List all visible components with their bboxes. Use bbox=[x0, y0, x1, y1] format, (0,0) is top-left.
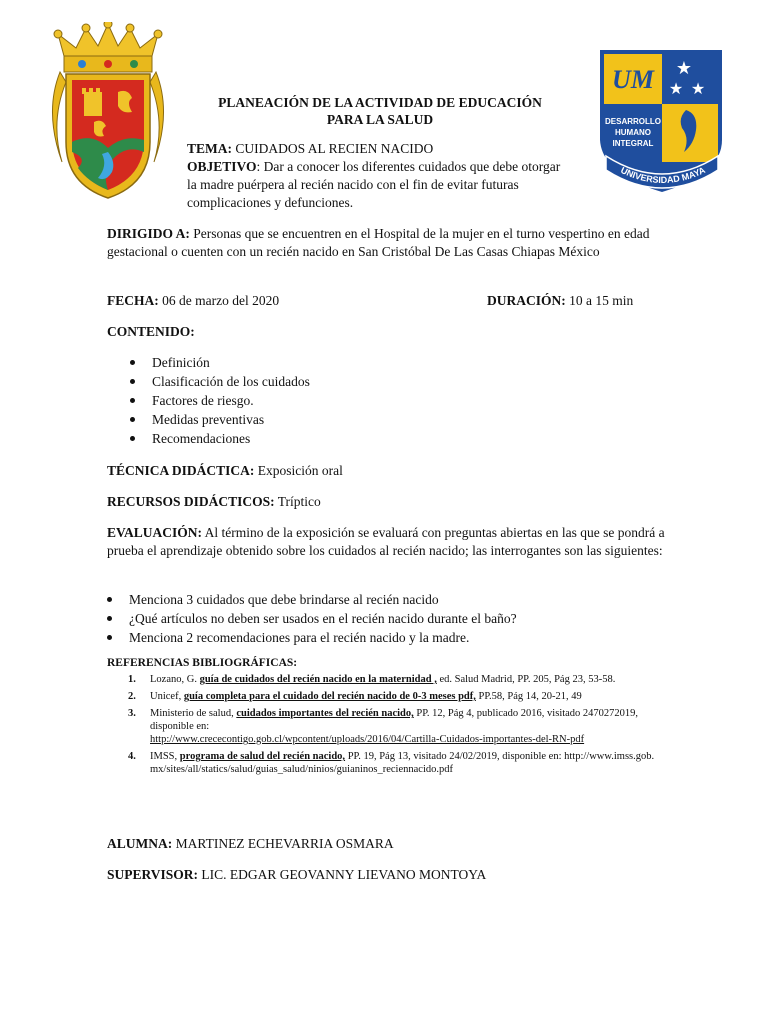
list-item: Menciona 2 recomendaciones para el recién nacido y la madre. bbox=[107, 628, 687, 647]
objetivo-value: : Dar a conocer los diferentes cuidados que debe otorgar la madre puérpera al recién nacido con el fin de evitar futuras complicaciones y defunciones. bbox=[187, 159, 561, 210]
dirigido-label: DIRIGIDO A: bbox=[107, 226, 190, 241]
svg-text:INTEGRAL: INTEGRAL bbox=[612, 139, 654, 148]
recursos-field bbox=[107, 493, 321, 511]
contenido-heading: CONTENIDO: bbox=[107, 324, 195, 339]
tecnica-field bbox=[107, 462, 343, 480]
reference-item: 1. Lozano, G. guía de cuidados del recién nacido en la maternidad , ed. Salud Madrid, PP. 205, Pág 23, 53-58. bbox=[128, 674, 616, 685]
reference-title: guía completa para el cuidado del recién nacido de 0-3 meses pdf, bbox=[183, 691, 476, 702]
tecnica-value: Exposición oral bbox=[254, 463, 343, 478]
evaluacion-label: EVALUACIÓN: bbox=[107, 525, 203, 540]
objetivo-label: OBJETIVO bbox=[187, 159, 257, 174]
evaluacion-block bbox=[107, 524, 667, 560]
svg-text:HUMANO: HUMANO bbox=[615, 128, 651, 137]
dirigido-block bbox=[107, 225, 667, 261]
star-icon: ★ bbox=[690, 81, 706, 98]
evaluacion-questions bbox=[107, 590, 687, 647]
evaluacion-value: Al término de la exposición se evaluará con preguntas abiertas en las que se pondrá a prueba el aprendizaje obtenido sobre los cuidados al recién nacido; las interrogantes son las siguientes: bbox=[107, 525, 665, 558]
list-item: Clasificación de los cuidados bbox=[130, 372, 530, 391]
fecha-label: FECHA: bbox=[107, 293, 159, 308]
supervisor-value: LIC. EDGAR GEOVANNY LIEVANO MONTOYA bbox=[198, 867, 487, 882]
duracion-label: DURACIÓN: bbox=[487, 293, 566, 308]
referencias-list bbox=[126, 673, 661, 780]
duracion-value: 10 a 15 min bbox=[565, 293, 634, 308]
list-item: Definición bbox=[130, 353, 530, 372]
tema-label: TEMA: bbox=[187, 141, 232, 156]
reference-item: 3. Ministerio de salud, cuidados importantes del recién nacido, PP. 12, Pág 4, publicado 2016, visitado 2470272019, disponible en: http://www.crececontigo.gob.cl/wpcontent/uploads/2016/04/Cartilla-Cuidados-importantes-del-RN-pdf bbox=[126, 707, 661, 746]
referencias-heading: REFERENCIAS BIBLIOGRÁFICAS: bbox=[107, 657, 298, 669]
duracion-field bbox=[487, 292, 633, 310]
star-icon: ★ bbox=[675, 58, 693, 78]
supervisor-field bbox=[107, 866, 486, 884]
list-item: Menciona 3 cuidados que debe brindarse al recién nacido bbox=[107, 590, 687, 609]
svg-text:UNIVERSIDAD MAYA: UNIVERSIDAD MAYA bbox=[619, 164, 707, 186]
fecha-value: 06 de marzo del 2020 bbox=[158, 293, 280, 308]
list-item: Factores de riesgo. bbox=[130, 391, 530, 410]
tema-block bbox=[187, 140, 567, 212]
tema-value: CUIDADOS AL RECIEN NACIDO bbox=[232, 141, 434, 156]
reference-link[interactable]: http://www.crececontigo.gob.cl/wpcontent/uploads/2016/04/Cartilla-Cuidados-importantes-del-RN-pdf bbox=[150, 734, 585, 745]
recursos-value: Tríptico bbox=[274, 494, 321, 509]
contenido-list bbox=[130, 353, 530, 448]
um-brand-text: UM bbox=[612, 65, 654, 94]
alumna-label: ALUMNA: bbox=[107, 836, 173, 851]
title-line-1: PLANEACIÓN DE LA ACTIVIDAD DE EDUCACIÓN bbox=[218, 95, 542, 110]
alumna-value: MARTINEZ ECHEVARRIA OSMARA bbox=[172, 836, 394, 851]
reference-title: cuidados importantes del recién nacido, bbox=[236, 708, 414, 719]
dirigido-value: Personas que se encuentren en el Hospital de la mujer en el turno vespertino en edad gestacional o cuenten con un recién nacido en San Cristóbal De Las Casas Chiapas México bbox=[107, 226, 650, 259]
svg-text:DESARROLLO: DESARROLLO bbox=[605, 117, 661, 126]
fecha-field bbox=[107, 292, 279, 310]
tecnica-label: TÉCNICA DIDÁCTICA: bbox=[107, 463, 255, 478]
title-line-2: PARA LA SALUD bbox=[326, 112, 434, 127]
alumna-field bbox=[107, 835, 394, 853]
document-title bbox=[150, 94, 610, 128]
reference-item: 4. IMSS, programa de salud del recién nacido, PP. 19, Pág 13, visitado 24/02/2019, disponible en: http://www.imss.gob.mx/sites/all/statics/salud/guias_salud/ninios/guianinos_reciennacido.pdf bbox=[128, 751, 655, 775]
recursos-label: RECURSOS DIDÁCTICOS: bbox=[107, 494, 275, 509]
reference-title: guía de cuidados del recién nacido en la maternidad , bbox=[199, 674, 437, 685]
star-icon: ★ bbox=[668, 81, 684, 98]
supervisor-label: SUPERVISOR: bbox=[107, 867, 199, 882]
list-item: Medidas preventivas bbox=[130, 410, 530, 429]
list-item: ¿Qué artículos no deben ser usados en el recién nacido durante el baño? bbox=[107, 609, 687, 628]
reference-item: 2. Unicef, guía completa para el cuidado del recién nacido de 0-3 meses pdf, PP.58, Pág 14, 20-21, 49 bbox=[128, 691, 582, 702]
list-item: Recomendaciones bbox=[130, 429, 530, 448]
reference-title: programa de salud del recién nacido, bbox=[179, 751, 346, 762]
